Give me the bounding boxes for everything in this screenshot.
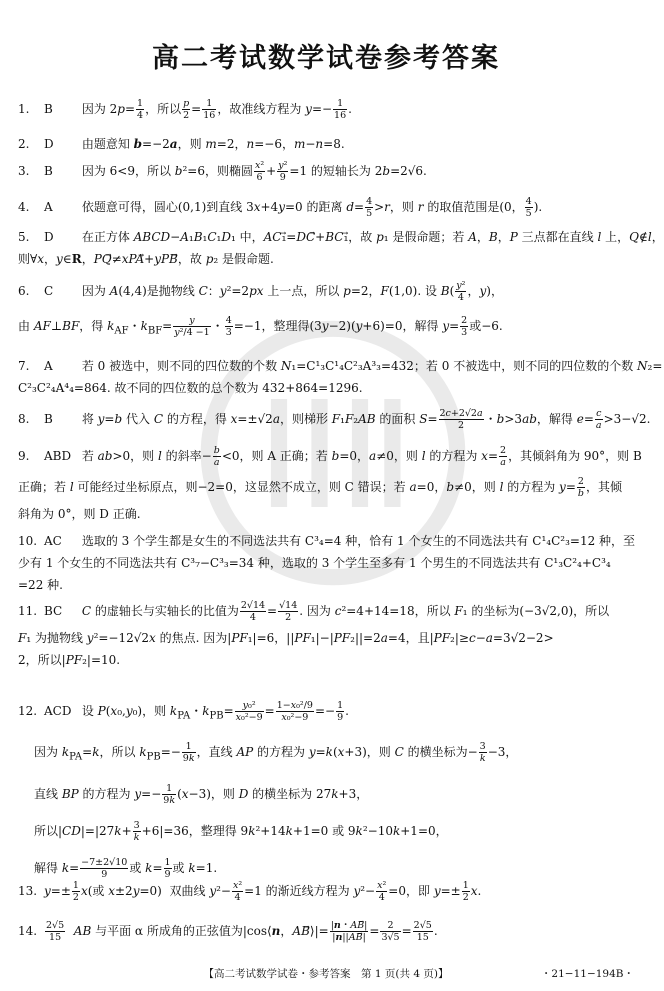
answer-5: 5. D 在正方体 ABCD−A₁B₁C₁D₁ 中，AC₁⃗=DC⃗+BC₁⃗，故 p₁ 是假命题；若 A，B，P 三点都在直线 l 上，Q∉l， 则∀x，y∈R，PQ⃗≠xPA⃗+yPB⃗，故 p₂ 是假命题.: [18, 230, 664, 266]
answer-14: 14. $\frac{2√5}{15}$ AB 与平面 α 所成角的正弦值为|cos⟨n，AB⃗⟩|= $\frac{|n・AB⃗|}{|n||AB⃗|}$ = $\frac{2}{3√5}$ = $\frac{2√5}{15}$ .: [18, 920, 438, 943]
answer-2: 2. D 由题意知 b=−2a，则 m=2，n=−6，m−n=8.: [18, 137, 345, 151]
page-title: 高二考试数学试卷参考答案: [152, 43, 500, 74]
answer-12: 12. ACD 设 P(x₀,y₀)，则 $k_{PA}$・$k_{PB}=$ $\frac{\text{y₀²}}{\text{x₀²−9}}$ = $\frac{\text{1−x₀²/9}}{\text{x₀²−9}}$ =− $\frac{1}{9}$ . 因为 $k_{PA}=k$，所以 $k_{PB}=-$ $\frac{1}{9k}$ ，直线 AP 的方程为 y=k(x+3)，则 C 的横坐标为− $\frac{3}{k}$ −3， 直线 BP 的方程为 y=− $\frac{1}{9k}$ (x−3)，则 D 的横坐标为 27k+3， 所以|CD|=|27k+ $\frac{3}{k}$ +6|=36，整理得 9k²+14k+1=0 或 9k²−10k+1=0， 解得 k= $\frac{-7\pm 2√10}{9}$ 或 k= $\frac{1}{9}$ 或 k=1.: [18, 700, 518, 880]
answer-3: 3. B 因为 6<9，所以 b²=6，则椭圆 $\frac{\text{x²}}{6}$ + $\frac{\text{y²}}{9}$ =1 的短轴长为 2b=2√6.: [18, 160, 427, 183]
footer-page-info: 【高二考试数学试卷・参考答案 第 1 页(共 4 页)】: [203, 968, 449, 980]
footer-code: ・21−11−194B・: [540, 968, 634, 980]
answer-8: 8. B 将 y=b 代入 C 的方程，得 x=±√2a，则梯形 F₁F₂AB 的面积 S= $\frac{2c+2√2a}{2}$ ・b>3ab，解得 e= $\frac{c}{a}$ >3−√2.: [18, 408, 651, 431]
answer-10: 10. AC 选取的 3 个学生都是女生的不同选法共有 C³₄=4 种，恰有 1 个女生的不同选法共有 C¹₄C²₃=12 种，至 少有 1 个女生的不同选法共有 C³₇−C³₃=34 种，选取的 3 个学生至多有 1 个男生的不同选法共有 C¹₃C²₄+C³₄ =22 种.: [18, 534, 636, 592]
answer-9: 9. ABD 若 ab>0，则 l 的斜率− $\frac{b}{a}$ <0，则 A 正确；若 b=0，a≠0，则 l 的方程为 x= $\frac{2}{a}$ ，其倾斜角为 90°，则 B 正确；若 l 可能经过坐标原点，则−2=0，这显然不成立，则 C 错误；若 a=0，b≠0，则 l 的方程为 y= $\frac{2}{b}$ ，其倾 斜角为 0°，则 D 正确.: [18, 445, 642, 521]
answer-1: 1. B 因为 2p= $\frac{1}{4}$ ，所以 $\frac{p}{2}$ = $\frac{1}{16}$ ，故准线方程为 y=− $\frac{1}{16}$ .: [18, 98, 352, 121]
answer-13: 13. y=± $\frac{1}{2}$ x(或 x±2y=0) 双曲线 y²− $\frac{\text{x²}}{4}$ =1 的渐近线方程为 y²− $\frac{\text{x²}}{4}$ =0，即 y=± $\frac{1}{2}$ x.: [18, 880, 482, 903]
answer-4: 4. A 依题意可得，圆心(0,1)到直线 3x+4y=0 的距离 d= $\frac{4}{5}$ >r，则 r 的取值范围是(0， $\frac{4}{5}$ ).: [18, 196, 543, 219]
answer-7: 7. A 若 0 被选中，则不同的四位数的个数 N₁=C¹₃C¹₄C²₃A³₃=432；若 0 不被选中，则不同的四位数的个数 N₂= C²₃C²₄A⁴₄=864. 故不同的四位数的总个数为 432+864=1296.: [18, 359, 663, 395]
answer-6: 6. C 因为 A(4,4)是抛物线 C：y²=2px 上一点，所以 p=2，F(1,0). 设 B( $\frac{\text{y²}}{4}$ ，y)， 由 AF⊥BF，得 $k_{AF}$・$k_{BF}=$ $\frac{y}{\text{y²/4 −1}}$ ・ $\frac{4}{3}$ =−1，整理得(3y−2)(y+6)=0，解得 y= $\frac{2}{3}$ 或−6.: [18, 280, 503, 338]
answer-11: 11. BC C 的虚轴长与实轴长的比值为 $\frac{2√14}{4}$ = $\frac{√14}{2}$ . 因为 c²=4+14=18，所以 F₁ 的坐标为(−3√2,0)，所以 F₁ 为抛物线 y²=−12√2x 的焦点. 因为|PF₁|=6，||PF₁|−|PF₂||=2a=4，且|PF₂|≥c−a=3√2−2> 2，所以|PF₂|=10.: [18, 600, 610, 667]
